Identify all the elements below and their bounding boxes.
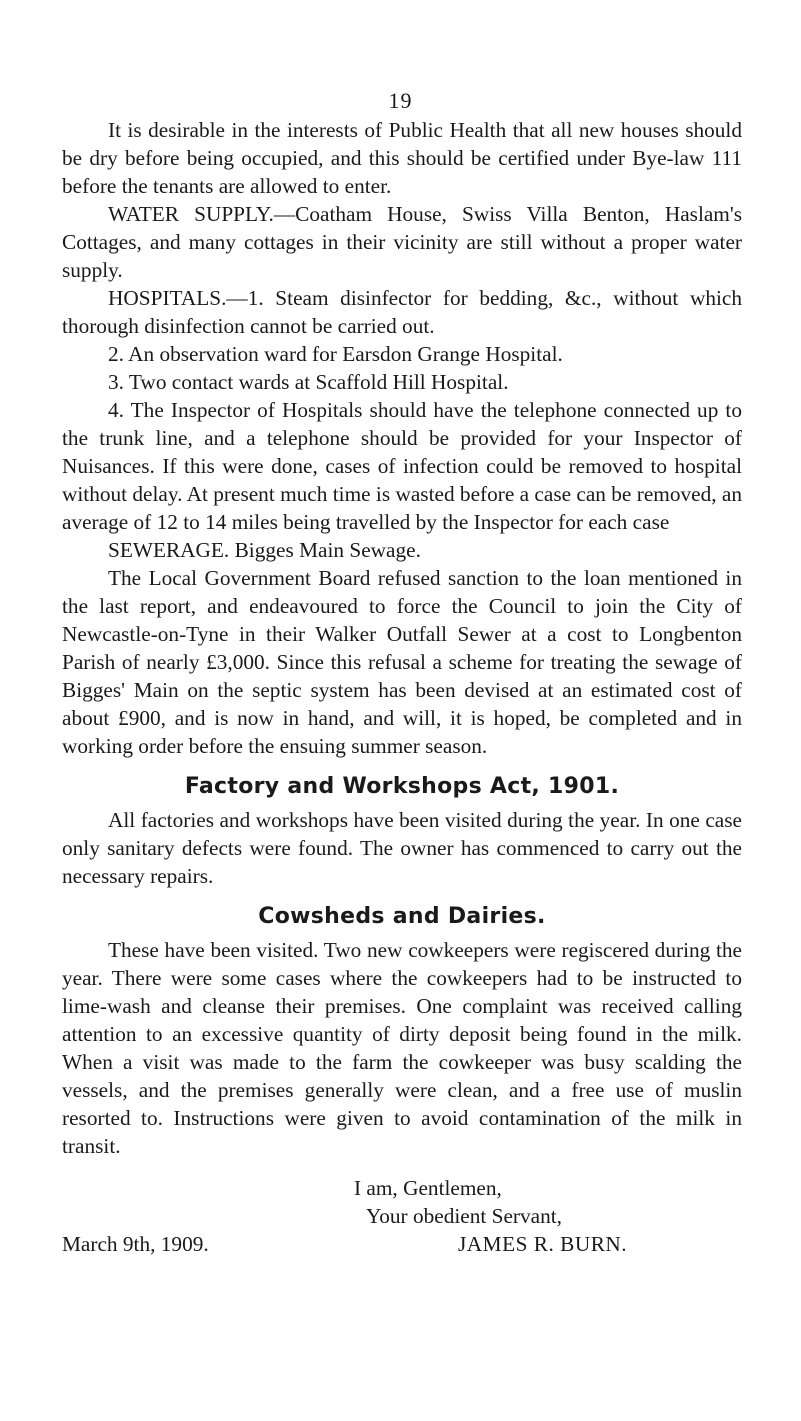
- heading-factory-act: Factory and Workshops Act, 1901.: [184, 774, 620, 799]
- paragraph-intro: It is desirable in the interests of Public Health that all new houses should be dry before being occupied, and this should be certified under Bye-law 111 before the tenants are allowed to enter.: [62, 118, 742, 198]
- heading-cowsheds: Cowsheds and Dairies.: [258, 904, 546, 929]
- closing-date: March 9th, 1909.: [62, 1232, 209, 1256]
- paragraph-water-supply: WATER SUPPLY.—Coatham House, Swiss Villa Benton, Haslam's Cottages, and many cottages in their vicinity are still without a proper water supply.: [62, 202, 742, 282]
- closing-salutation: I am, Gentlemen,: [354, 1176, 502, 1200]
- paragraph-hospitals-2: 2. An observation ward for Earsdon Grange Hospital.: [108, 342, 563, 366]
- closing-block: [62, 1174, 742, 1264]
- paragraph-hospitals-3: 3. Two contact wards at Scaffold Hill Hospital.: [108, 370, 509, 394]
- paragraph-hospitals-4: 4. The Inspector of Hospitals should have the telephone connected up to the trunk line, and a telephone should be provided for your Inspector of Nuisances. If this were done, cases of infection could be removed to hospital without delay. At present much time is wasted before a case can be removed, an average of 12 to 14 miles being travelled by the Inspector for each case: [62, 398, 742, 534]
- closing-servant: Your obedient Servant,: [366, 1204, 562, 1228]
- closing-signature: JAMES R. BURN.: [458, 1232, 628, 1256]
- paragraph-cowsheds: These have been visited. Two new cowkeepers were regiscered during the year. There were some cases where the cowkeepers had to be instructed to lime-wash and cleanse their premises. One complaint was received calling attention to an excessive quantity of dirty deposit being found in the milk. When a visit was made to the farm the cowkeeper was busy scalding the vessels, and the premises generally were clean, and a free use of muslin resorted to. Instructions were given to avoid contamination of the milk in transit.: [62, 938, 742, 1158]
- paragraph-sewerage-title: SEWERAGE. Bigges Main Sewage.: [108, 538, 421, 562]
- page-number: 19: [388, 88, 413, 113]
- paragraph-sewerage-body: The Local Government Board refused sanction to the loan mentioned in the last report, and endeavoured to force the Council to join the City of Newcastle-on-Tyne in their Walker Outfall Sewer at a cost to Longbenton Parish of nearly £3,000. Since this refusal a scheme for treating the sewage of Bigges' Main on the septic system has been devised at an estimated cost of about £900, and is now in hand, and will, it is hoped, be completed and in working order before the ensuing summer season.: [62, 566, 742, 758]
- paragraph-hospitals-1: HOSPITALS.—1. Steam disinfector for bedding, &c., without which thorough disinfection cannot be carried out.: [62, 286, 742, 338]
- paragraph-factory: All factories and workshops have been visited during the year. In one case only sanitary defects were found. The owner has commenced to carry out the necessary repairs.: [62, 808, 742, 888]
- document-body: [62, 84, 742, 1264]
